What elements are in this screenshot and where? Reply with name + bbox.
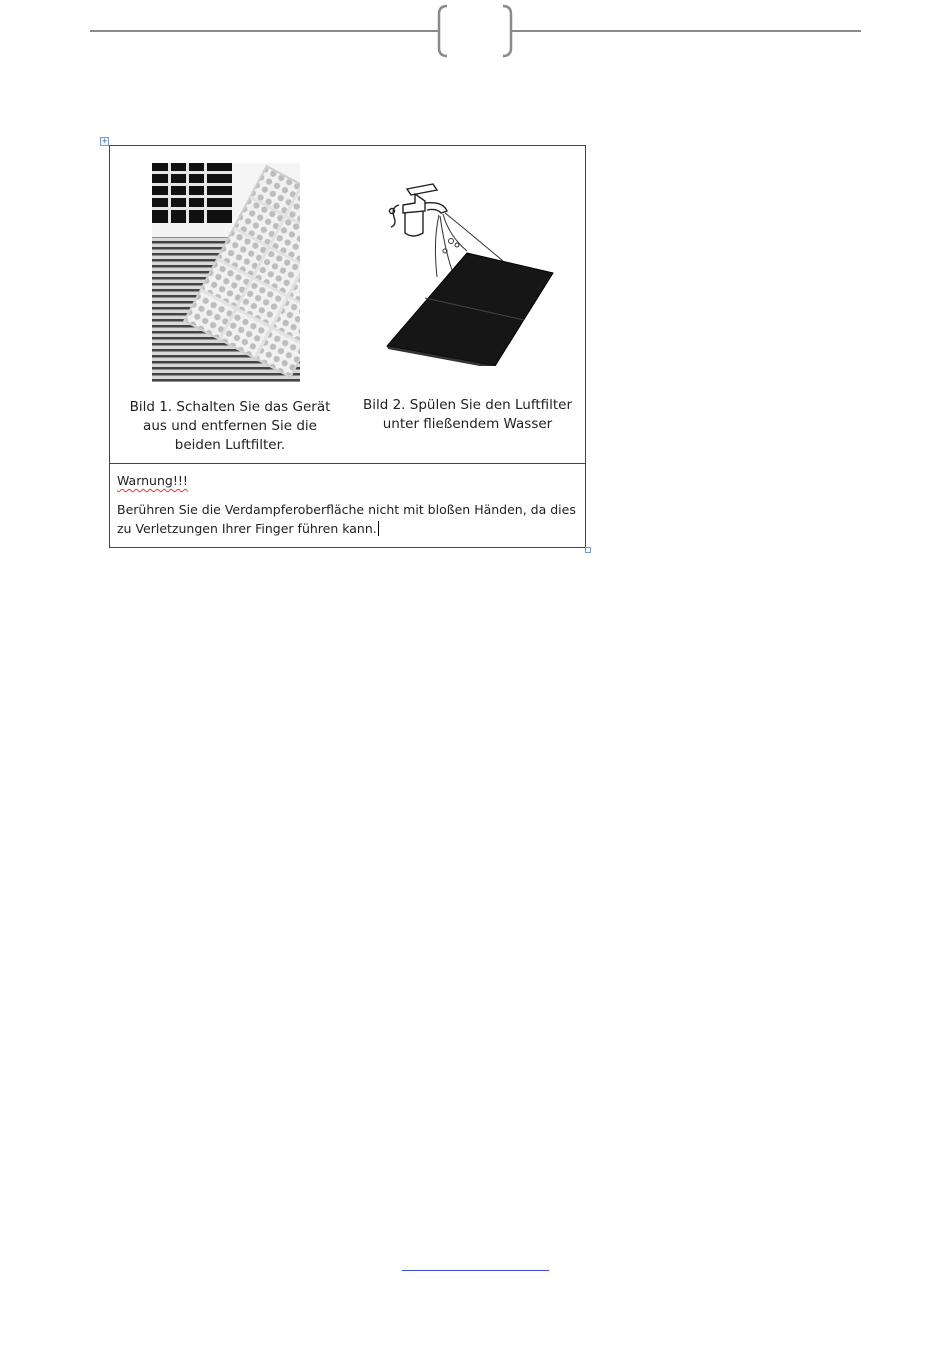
warning-text: Berühren Sie die Verdampferoberfläche nicht mit bloßen Händen, da dies zu Verletzungen Ihrer Finger führen kann. <box>117 502 576 536</box>
figure-1-caption: Bild 1. Schalten Sie das Gerät aus und entfernen Sie die beiden Luftfilter. <box>129 399 331 453</box>
text-cursor <box>378 521 379 536</box>
page-number-badge <box>437 4 513 58</box>
figure-2-caption: Bild 2. Spülen Sie den Luftfilter unter fließendem Wasser <box>362 397 573 432</box>
footer-link[interactable] <box>402 1256 549 1271</box>
instruction-table <box>109 145 586 548</box>
air-filter-removal-photo <box>152 163 300 382</box>
header-rule-right <box>510 30 861 32</box>
warning-title: Warnung!!! <box>117 473 188 488</box>
header-rule-left <box>90 30 440 32</box>
warning-cell[interactable] <box>117 472 577 538</box>
filter-rinse-under-tap-drawing <box>385 181 560 366</box>
table-move-handle-icon[interactable]: + <box>101 137 108 145</box>
table-row-divider <box>110 463 585 464</box>
table-resize-handle[interactable] <box>585 547 591 553</box>
